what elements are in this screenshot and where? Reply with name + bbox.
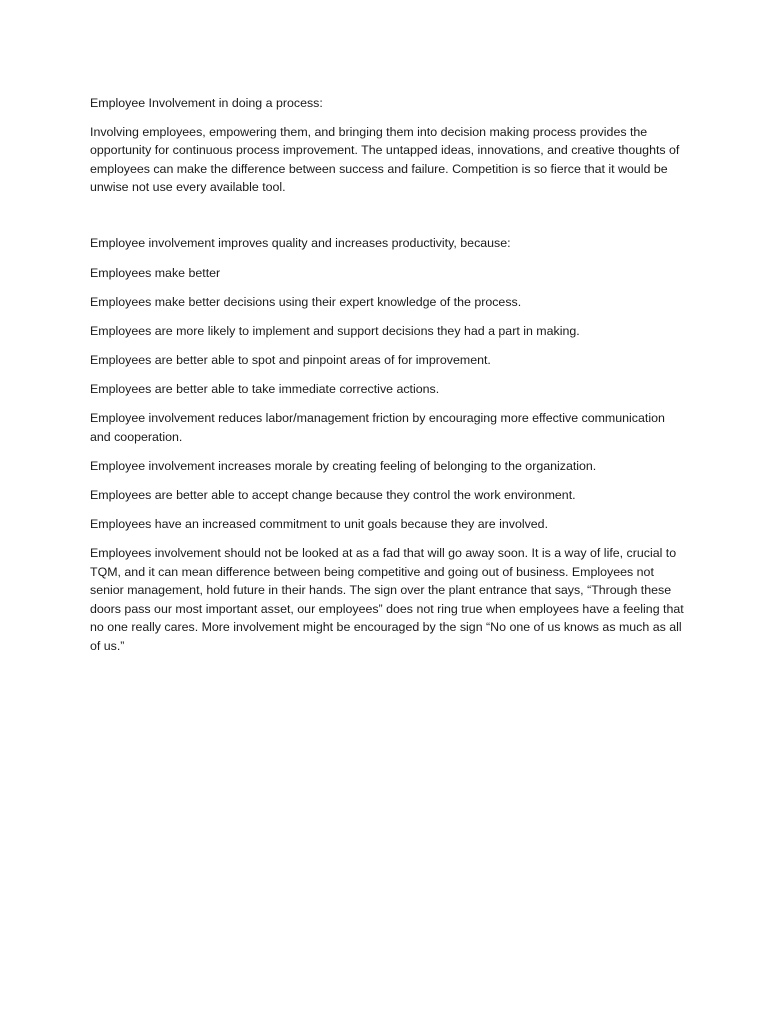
paragraph-spacer	[90, 207, 688, 234]
point-paragraph-9: Employees have an increased commitment to unit goals because they are involved.	[90, 516, 549, 531]
point-paragraph-6: Employee involvement reduces labor/management friction by encouraging more effective communication and cooperation.	[90, 411, 665, 444]
lead-paragraph: Employee involvement improves quality and increases productivity, because:	[90, 236, 511, 251]
point-paragraph-7: Employee involvement increases morale by creating feeling of belonging to the organization.	[90, 458, 597, 473]
point-paragraph-4: Employees are better able to spot and pinpoint areas of for improvement.	[90, 352, 491, 367]
point-paragraph-2: Employees make better decisions using their expert knowledge of the process.	[90, 294, 522, 309]
point-paragraph-3: Employees are more likely to implement and support decisions they had a part in making.	[90, 323, 580, 338]
point-paragraph-1: Employees make better	[90, 265, 221, 280]
closing-paragraph: Employees involvement should not be looked at as a fad that will go away soon. It is a way of life, crucial to TQM, and it can mean difference between being competitive and going out of business. Employees not senior management, hold future in their hands. The sign over the plant entrance that says, “Through these doors pass our most important asset, our employees” does not ring true when employees have a feeling that no one really cares. More involvement might be encouraged by the sign “No one of us knows as much as all of us.”	[90, 546, 684, 653]
intro-paragraph: Involving employees, empowering them, and bringing them into decision making process provides the opportunity for continuous process improvement. The untapped ideas, innovations, and creative thoughts of employees can make the difference between success and failure. Competition is so fierce that it would be unwise not use every available tool.	[90, 124, 680, 195]
point-paragraph-5: Employees are better able to take immediate corrective actions.	[90, 381, 440, 396]
document-title: Employee Involvement in doing a process:	[90, 96, 323, 110]
point-paragraph-8: Employees are better able to accept change because they control the work environment.	[90, 487, 576, 502]
